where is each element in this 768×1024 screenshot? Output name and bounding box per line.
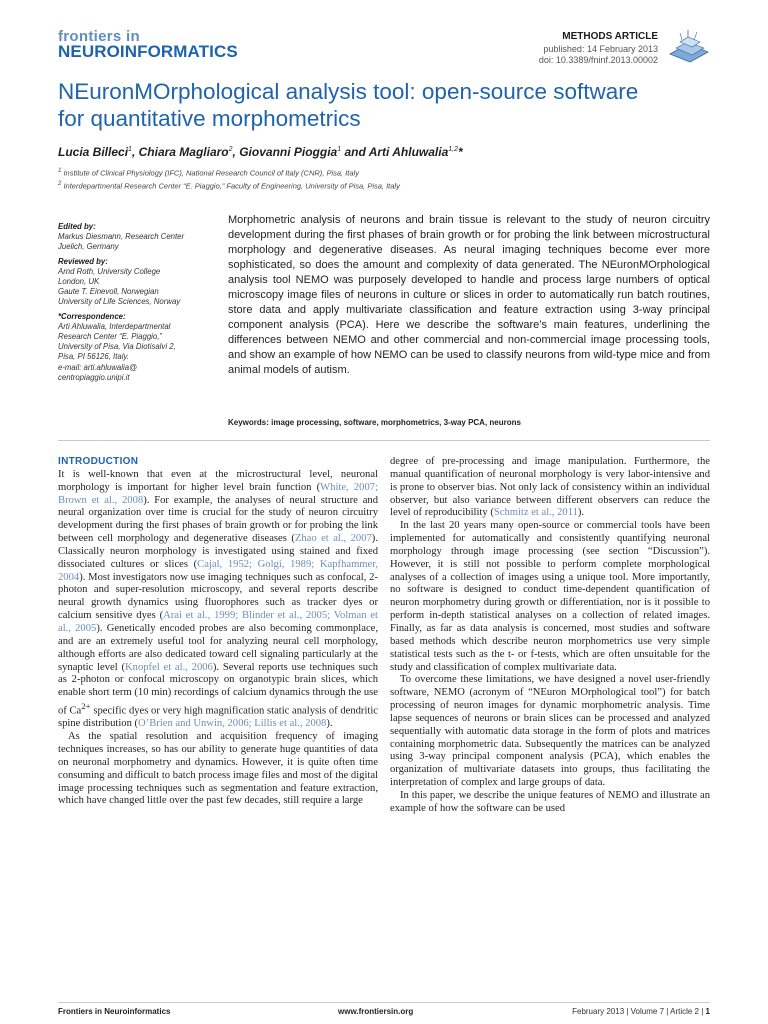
email-link[interactable]: e-mail: arti.ahluwalia@ xyxy=(58,362,137,372)
published-date: published: 14 February 2013 xyxy=(543,44,658,54)
author-sup: 1 xyxy=(128,146,132,153)
author-name[interactable]: Giovanni Pioggia xyxy=(239,145,338,159)
article-type: METHODS ARTICLE xyxy=(562,31,658,42)
citation-link[interactable]: Zhao et al., 2007 xyxy=(294,533,372,545)
footer-journal: Frontiers in Neuroinformatics xyxy=(58,1007,171,1016)
text-run: ). Genetically encoded probes are also becoming commonplace, and are an extremely useful tool for analyzing neural cell morphology, although efforts are also dedicated toward cell signaling particularly at the synaptic level ( xyxy=(58,622,379,673)
citation-link[interactable]: Knopfel et al., 2006 xyxy=(125,661,213,673)
affiliation-1 xyxy=(58,168,359,178)
sidebar-line: Markus Diesmann, Research Center xyxy=(58,232,185,242)
affiliation-2 xyxy=(58,181,400,191)
author-sep: , xyxy=(232,145,240,159)
citation-link[interactable]: White, 2007; Brown et al., 2008 xyxy=(58,481,379,506)
sidebar-line: Research Center “E. Piaggio,” xyxy=(58,332,163,342)
paragraph: To overcome these limitations, we have designed a novel user-friendly software, NEMO (acronym of “NEuron MOrphological tool”) for batch processing of neuron images for dynamic morphometric analysis. Time lapse sequences of neurons or brain slices can be processed and analyzed sequentially with automatic data storage in the form of plots and matrices containing morphometric data. Subsequently the matrices can be analyzed using 3-way principal component analysis (PCA), which enables the organization of multivariate datasets into groups, thus facilitating the interpretation of complex and large groups of data. xyxy=(390,674,710,789)
paragraph: As the spatial resolution and acquisition frequency of imaging techniques increases, so has our ability to generate huge quantities of data on neuronal morphometry and dynamics. However, it is quite often time consuming and difficult to batch process image files and most of the digital image processing techniques such as segmentation and feature extraction, which have changed little over the past few decades, still require a large xyxy=(58,731,378,807)
paragraph: In the last 20 years many open-source or commercial tools have been implemented for automatically and consistently quantifying neuronal morphology through image processing (see section “Discussion”). However, it is still not possible to perform complete morphological analyses of a collection of images using a unique tool. More importantly, no software is designed to conduct time-dependent quantification of neuron morphometry during growth or differentiation, nor is it possible to perform in-depth statistical analyses on a collection of related images. Finally, as far as data analysis is concerned, most studies and software based methods which describe neuron morphometrics use very simple statistical tests such as the t- or f-tests, which are often unsuitable for the study and classification of complex multivariate data. xyxy=(390,520,710,673)
sidebar-line: Pisa, PI 56126, Italy. xyxy=(58,352,129,362)
citation-link[interactable]: O’Brien and Unwin, 2006; Lillis et al., 2008 xyxy=(138,718,327,730)
paragraph xyxy=(58,469,378,731)
editorial-sidebar xyxy=(58,218,218,383)
text-run: ). xyxy=(577,507,585,519)
journal-name-line2: NEUROINFORMATICS xyxy=(58,42,238,61)
text-run: degree of pre-processing and image manipulation. Furthermore, the manual quantification of neuronal morphology is very labor-intensive and is prone to observer bias. Not only lack of consistency within an individual observer, but also variance between different observers can reduce the level of reproducibility ( xyxy=(390,456,710,519)
sidebar-line: University of Life Sciences, Norway xyxy=(58,297,181,307)
sidebar-line: Gaute T. Einevoll, Norwegian xyxy=(58,287,159,297)
affil-text: Institute of Clinical Physiology (IFC), National Research Council of Italy (CNR), Pisa, Italy xyxy=(63,168,359,178)
title-line-1: NEuronMOrphological analysis tool: open-source software xyxy=(58,79,639,104)
sidebar-line: Arti Ahluwalia, Interdepartmental xyxy=(58,321,171,331)
sidebar-line: London, UK xyxy=(58,277,100,287)
section-heading-introduction: INTRODUCTION xyxy=(58,456,139,467)
article-title xyxy=(58,78,718,132)
journal-logo-icon xyxy=(668,28,710,66)
citation-link[interactable]: Cajal, 1952; Golgi, 1989; Kapfhammer, 2004 xyxy=(58,558,378,583)
citation-link[interactable]: Schmitz et al., 2011 xyxy=(493,507,578,519)
left-column xyxy=(58,456,378,808)
title-line-2: for quantitative morphometrics xyxy=(58,106,361,131)
author-sup: 2 xyxy=(228,146,233,153)
text-run: ). Most investigators now use imaging techniques such as confocal, 2-photon and super-resolution microscopy, and several reports describe neural growth dynamics using fluorophores such as tracker dyes or calcium sensitive dyes ( xyxy=(58,571,378,622)
text-run: ). xyxy=(326,718,333,730)
superscript: 2+ xyxy=(81,701,91,712)
author-sep: * xyxy=(458,145,463,159)
citation-link[interactable]: Arai et al., 1999; Blinder et al., 2005; Volman et al., 2005 xyxy=(58,610,379,634)
text-run: It is well-known that even at the microstructural level, neuronal morphology is important for higher level brain function ( xyxy=(58,468,378,493)
right-column xyxy=(390,456,710,816)
author-sep: , xyxy=(131,145,139,159)
divider xyxy=(58,440,710,441)
footer-meta xyxy=(572,1007,710,1016)
text-run: specific dyes or very high magnification static analysis of dendritic spine distribution ( xyxy=(58,705,378,730)
reviewed-by-heading: Reviewed by: xyxy=(58,256,108,266)
author-sup: 1 xyxy=(337,146,342,153)
sidebar-line: Arnd Roth, University College xyxy=(58,266,161,276)
page-number: 1 xyxy=(705,1007,710,1016)
journal-name-line1: frontiers in xyxy=(58,28,140,45)
author-name[interactable]: Lucia Billeci xyxy=(58,145,129,159)
author-name[interactable]: Arti Ahluwalia xyxy=(368,145,449,159)
text-run: ). Several reports use techniques such as 2-photon or confocal microscopy on organotypic brain slices, which enable short term (10 min) recordings of calcium dynamics through the use of Ca xyxy=(58,661,378,717)
author-name[interactable]: Chiara Magliaro xyxy=(138,145,229,159)
sidebar-line: Juelich, Germany xyxy=(58,242,119,252)
doi[interactable]: doi: 10.3389/fninf.2013.00002 xyxy=(538,55,658,65)
footer-issue: February 2013 | Volume 7 | Article 2 | xyxy=(572,1007,704,1016)
affil-text: Interdepartmental Research Center “E. Piaggio,” Faculty of Engineering, University of Pisa, Pisa, Italy xyxy=(63,181,400,191)
affil-sup: 2 xyxy=(58,181,62,187)
text-run: ). Classically neuron morphology is investigated using stained and fixed dissociated cultures or slices ( xyxy=(58,533,378,570)
text-run: ). For example, the analyses of neural structure and neural organization over time is crucial for the study of neuron circuitry development during the first phases of brain growth or for probing the link between cell morphology and degenerative diseases ( xyxy=(58,494,378,545)
affil-sup: 1 xyxy=(58,168,62,174)
keywords: Keywords: image processing, software, morphometrics, 3-way PCA, neurons xyxy=(228,418,521,427)
author-list xyxy=(58,145,463,159)
author-sup: 1,2 xyxy=(448,146,459,153)
correspondence-heading: *Correspondence: xyxy=(58,311,126,321)
sidebar-line: University of Pisa, Via Diotisalvi 2, xyxy=(58,342,176,352)
abstract: Morphometric analysis of neurons and brain tissue is relevant to the study of neuron circuitry development during the first phases of brain growth or for probing the link between microstructural morphology and degenerative diseases. As neural imaging techniques become ever more sophisticated, so does the amount and complexity of data generated. The NEuronMOrphological analysis tool NEMO was purposely developed to handle and process large numbers of optical microscopy image files of neurons in culture or slices in order to automatically run batch routines, store data and apply multivariate classification and feature extraction using 3-way principal component analysis (PCA). Here we describe the software’s main features, underlining the differences between NEMO and other commercial and non-commercial image processing tools, and show an example of how NEMO can be used to classify neurons from wild-type mice and from animal models of autism. xyxy=(228,214,710,376)
footer-divider xyxy=(58,1002,710,1003)
edited-by-heading: Edited by: xyxy=(58,222,96,231)
email-link[interactable]: centropiaggio.unipi.it xyxy=(58,372,130,382)
footer-url[interactable]: www.frontiersin.org xyxy=(338,1007,414,1016)
paragraph: In this paper, we describe the unique features of NEMO and illustrate an example of how the software can be used xyxy=(390,789,710,814)
author-sep: and xyxy=(341,145,369,159)
paragraph xyxy=(390,456,710,520)
